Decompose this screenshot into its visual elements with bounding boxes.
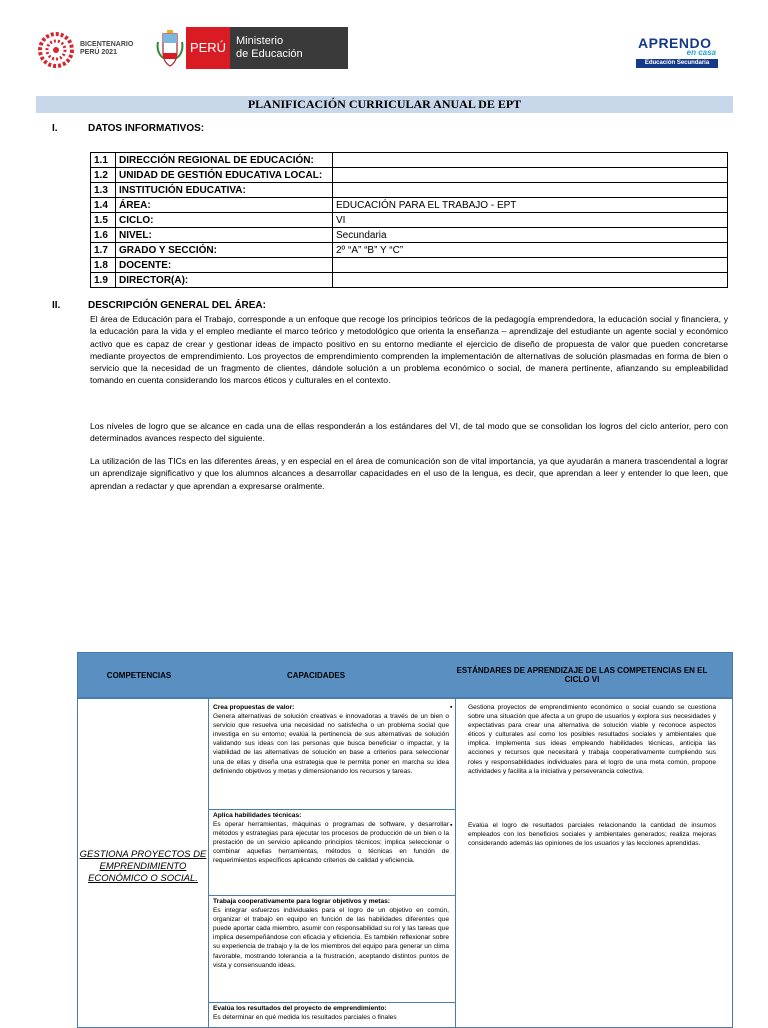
capacidad-divider [209,1002,456,1003]
ministerio-line2: de Educación [236,48,303,60]
capacidad-4 [213,1004,449,1022]
capacidad-4-text: Es determinar en qué medida los resultados parciales o finales [213,1014,397,1022]
row-label: ÁREA: [116,198,333,213]
aprendo-line3: Educación Secundaria [636,59,718,68]
row-value: 2º “A” “B” Y “C” [333,243,728,258]
section-1-heading [52,123,452,137]
aprendo-en-casa-logo [636,35,718,71]
datos-row [91,198,728,213]
bullet-icon: ▪ [450,822,453,829]
section-2-heading [52,300,452,314]
header-competencias: COMPETENCIAS [106,670,172,680]
column-divider [455,699,456,1027]
row-label: INSTITUCIÓN EDUCATIVA: [116,183,333,198]
description-paragraph-3: La utilización de las TICs en las diferentes áreas, y en especial en el área de comunicación son de vital importancia, ya que ayudarán a manera trascendental a lograr un aprendizaje significativo y que los alumnos alcances a desarrollar capacidades en el uso de la lengua, es decir, que aprendan a leer y entender lo que leen, que aprendan a redactar y que aprendan a expresarse oralmente. [90,456,728,491]
row-number: 1.4 [91,198,116,213]
competencias-table-header [77,652,733,698]
row-number: 1.7 [91,243,116,258]
section-1-number: I. [52,123,58,134]
row-value [333,183,728,198]
capacidad-3-title: Trabaja cooperativamente para lograr objetivos y metas: [213,898,390,905]
datos-row [91,273,728,288]
bicentenario-emblem-icon [36,30,76,70]
peru-label: PERÚ [186,27,230,69]
section-2-number: II. [52,300,61,311]
estandar-2 [450,821,716,848]
row-label: DIRECTOR(A): [116,273,333,288]
row-value [333,168,728,183]
bullet-icon: ▪ [450,704,453,711]
peru-coat-of-arms-icon [155,28,185,70]
section-2-label: DESCRIPCIÓN GENERAL DEL ÁREA: [88,300,266,311]
bicentenario-logo [36,28,156,72]
capacidad-2-title: Aplica habilidades técnicas: [213,812,302,819]
description-paragraph-1: El área de Educación para el Trabajo, corresponde a un enfoque que recoge los principios teóricos de la pedagogía emprendedora, la educación social y financiera, y la educación para la vida y el empleo mediante el marco teórico y metodológico que orienta la enseñanza – aprendizaje del estudiante un agente social y económico activo que es capaz de crear y gestionar ideas de impacto positivo en su entorno mediante el ejercicio de diseño de propuesta de valor que pueden concretarse mediante proyectos de emprendimiento. Los proyectos de emprendimiento comprenden la implementación de alternativas de solución plasmadas en forma de bien o servicio que la necesidad de un fragmento de clientes, dándole solución a un problema económico o social, de manera pertinente, afianzando su empleabilidad tomando en cuenta considerando los marcos éticos y culturales en el contexto. [90,314,728,386]
datos-row [91,228,728,243]
estandar-1 [450,703,716,776]
datos-row [91,183,728,198]
datos-row [91,168,728,183]
page-title: PLANIFICACIÓN CURRICULAR ANUAL DE EPT [36,96,733,113]
capacidad-3 [213,897,449,970]
row-label: UNIDAD DE GESTIÓN EDUCATIVA LOCAL: [116,168,333,183]
row-number: 1.5 [91,213,116,228]
capacidad-4-title: Evalúa los resultados del proyecto de emprendimiento: [213,1005,387,1012]
row-number: 1.6 [91,228,116,243]
aprendo-line1: APRENDO [638,35,712,51]
capacidad-1-text: Genera alternativas de solución creativas e innovadoras a través de un bien o servicio que resuelva una necesidad no satisfecha o un problema social que investiga en su entorno; evalúa la pertinencia de sus alternativas de solución validando sus ideas con las personas que busca beneficiar o impactar, y la viabilidad de las alternativas de solución en base a criterios para seleccionar una de ellas y diseña una estrategia que le permita poner en marcha su idea definiendo objetivos y metas y dimensionando los recursos y tareas. [213,713,449,775]
datos-row [91,213,728,228]
row-value: VI [333,213,728,228]
row-value [333,153,728,168]
row-number: 1.9 [91,273,116,288]
capacidad-divider [209,809,456,810]
ministerio-line1: Ministerio [236,35,284,47]
competencias-table-body [77,698,733,1028]
datos-row [91,243,728,258]
description-paragraph-2: Los niveles de logro que se alcance en cada una de ellas responderán a los estándares del VI, de tal modo que se consolidan los logros del ciclo anterior, pero con determinados avances respecto del siguiente. [90,421,728,444]
row-number: 1.3 [91,183,116,198]
row-number: 1.2 [91,168,116,183]
row-label: NIVEL: [116,228,333,243]
ministerio-logo [230,27,348,69]
capacidad-3-text: Es integrar esfuerzos individuales para el logro de un objetivo en común, organizar el trabajo en equipo en función de las habilidades diferentes que puede aportar cada miembro, asumir con responsabilidad su rol y las tareas que implica desempeñándose con eficacia y eficiencia. Es también reflexionar sobre su experiencia de trabajo y la de los miembros del equipo para generar un clima favorable, mostrando tolerancia a la frustración, aceptando distintos puntos de vista y consensuando ideas. [213,907,449,969]
column-divider [208,699,209,1027]
row-value: Secundaria [333,228,728,243]
capacidad-1 [213,703,449,776]
row-number: 1.8 [91,258,116,273]
datos-informativos-table [90,152,728,288]
datos-row [91,258,728,273]
row-number: 1.1 [91,153,116,168]
header-capacidades: CAPACIDADES [286,670,346,680]
row-label: CICLO: [116,213,333,228]
row-value [333,273,728,288]
bicentenario-line2: PERÚ 2021 [80,49,117,56]
capacidad-2 [213,811,449,866]
capacidad-2-text: Es operar herramientas, máquinas o programas de software, y desarrollar métodos y estrategias para ejecutar los procesos de producción de un bien o la prestación de un servicio aplicando principios técnicos; implica seleccionar o combinar aquellas herramientas, métodos o técnicas en función de requerimientos específicos aplicando criterios de calidad y eficiencia. [213,821,449,865]
estandar-2-text: Evalúa el logro de resultados parciales relacionando la cantidad de insumos empleados con los beneficios sociales y ambientales generados; realiza mejoras considerando además las opiniones de los usuarios y las lecciones aprendidas. [468,822,716,848]
row-label: DOCENTE: [116,258,333,273]
aprendo-line2: en casa [686,48,716,57]
datos-row [91,153,728,168]
row-value: EDUCACIÓN PARA EL TRABAJO - EPT [333,198,728,213]
section-1-label: DATOS INFORMATIVOS: [88,123,205,134]
competencia-name: GESTIONA PROYECTOS DE EMPRENDIMIENTO ECONÓMICO O SOCIAL. [79,849,207,884]
header-estandares: ESTÁNDARES DE APRENDIZAJE DE LAS COMPETENCIAS EN EL CICLO VI [456,666,708,684]
row-label: GRADO Y SECCIÓN: [116,243,333,258]
row-label: DIRECCIÓN REGIONAL DE EDUCACIÓN: [116,153,333,168]
estandar-1-text: Gestiona proyectos de emprendimiento económico o social cuando se cuestiona sobre una situación que afecta a un grupo de usuarios y explora sus necesidades y expectativas para crear una alternativa de solución viable y reconoce aspectos éticos y culturales así como los posibles resultados sociales y ambientales que implica. Implementa sus ideas empleando habilidades técnicas, anticipa las acciones y recursos que necesitará y trabaja cooperativamente cumpliendo sus roles y responsabilidades individuales para el logro de una meta común, propone actividades y facilita a la iniciativa y perseverancia colectiva. [468,704,716,775]
bicentenario-line1: BICENTENARIO [80,41,134,48]
capacidad-1-title: Crea propuestas de valor: [213,704,295,711]
capacidad-divider [209,895,456,896]
row-value [333,258,728,273]
